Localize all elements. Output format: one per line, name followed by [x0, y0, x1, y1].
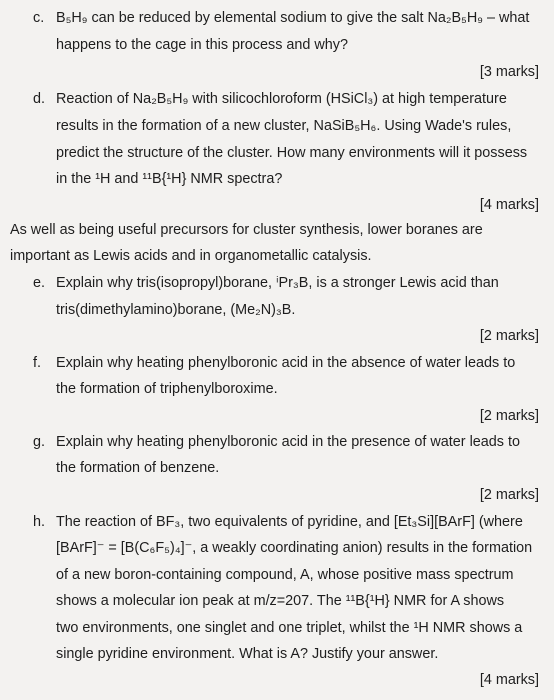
question-letter: g.: [33, 434, 46, 450]
question-line: B₅H₉ can be reduced by elemental sodium to give the salt Na₂B₅H₉ – what: [56, 10, 530, 26]
question-line: Explain why heating phenylboronic acid in the presence of water leads to: [56, 434, 520, 450]
question-line: results in the formation of a new cluster, NaSiB₅H₆. Using Wade's rules,: [56, 118, 512, 134]
question-line: predict the structure of the cluster. How many environments will it possess: [56, 145, 528, 161]
question-line: [BArF]⁻ = [B(C₆F₅)₄]⁻, a weakly coordinating anion) results in the formation: [56, 540, 533, 556]
question-line: tris(dimethylamino)borane, (Me₂N)₃B.: [56, 302, 296, 318]
marks-label: [4 marks]: [479, 672, 539, 688]
question-line: shows a molecular ion peak at m/z=207. The ¹¹B{¹H} NMR for A shows: [56, 593, 505, 609]
question-line: Explain why heating phenylboronic acid in the absence of water leads to: [56, 355, 516, 371]
question-line: Explain why tris(isopropyl)borane, ⁱPr₃B, is a stronger Lewis acid than: [56, 275, 499, 291]
marks-label: [4 marks]: [479, 197, 539, 213]
question-line: single pyridine environment. What is A? Justify your answer.: [56, 646, 439, 662]
intro-paragraph-line: important as Lewis acids and in organometallic catalysis.: [10, 248, 372, 264]
question-letter: h.: [33, 514, 46, 530]
question-line: The reaction of BF₃, two equivalents of pyridine, and [Et₃Si][BArF] (where: [56, 514, 523, 530]
question-letter: f.: [33, 355, 41, 371]
question-line: of a new boron-containing compound, A, whose positive mass spectrum: [56, 567, 514, 583]
question-line: the formation of triphenylboroxime.: [56, 381, 278, 397]
marks-label: [2 marks]: [479, 487, 539, 503]
question-letter: d.: [33, 91, 46, 107]
question-line: the formation of benzene.: [56, 460, 220, 476]
question-line: happens to the cage in this process and why?: [56, 37, 349, 53]
question-letter: c.: [33, 10, 45, 26]
marks-label: [2 marks]: [479, 408, 539, 424]
marks-label: [2 marks]: [479, 328, 539, 344]
intro-paragraph-line: As well as being useful precursors for cluster synthesis, lower boranes are: [10, 222, 483, 238]
question-letter: e.: [33, 275, 46, 291]
question-line: Reaction of Na₂B₅H₉ with silicochloroform (HSiCl₃) at high temperature: [56, 91, 507, 107]
question-line: two environments, one singlet and one triplet, whilst the ¹H NMR shows a: [56, 620, 523, 636]
marks-label: [3 marks]: [479, 64, 539, 80]
question-line: in the ¹H and ¹¹B{¹H} NMR spectra?: [56, 171, 283, 187]
